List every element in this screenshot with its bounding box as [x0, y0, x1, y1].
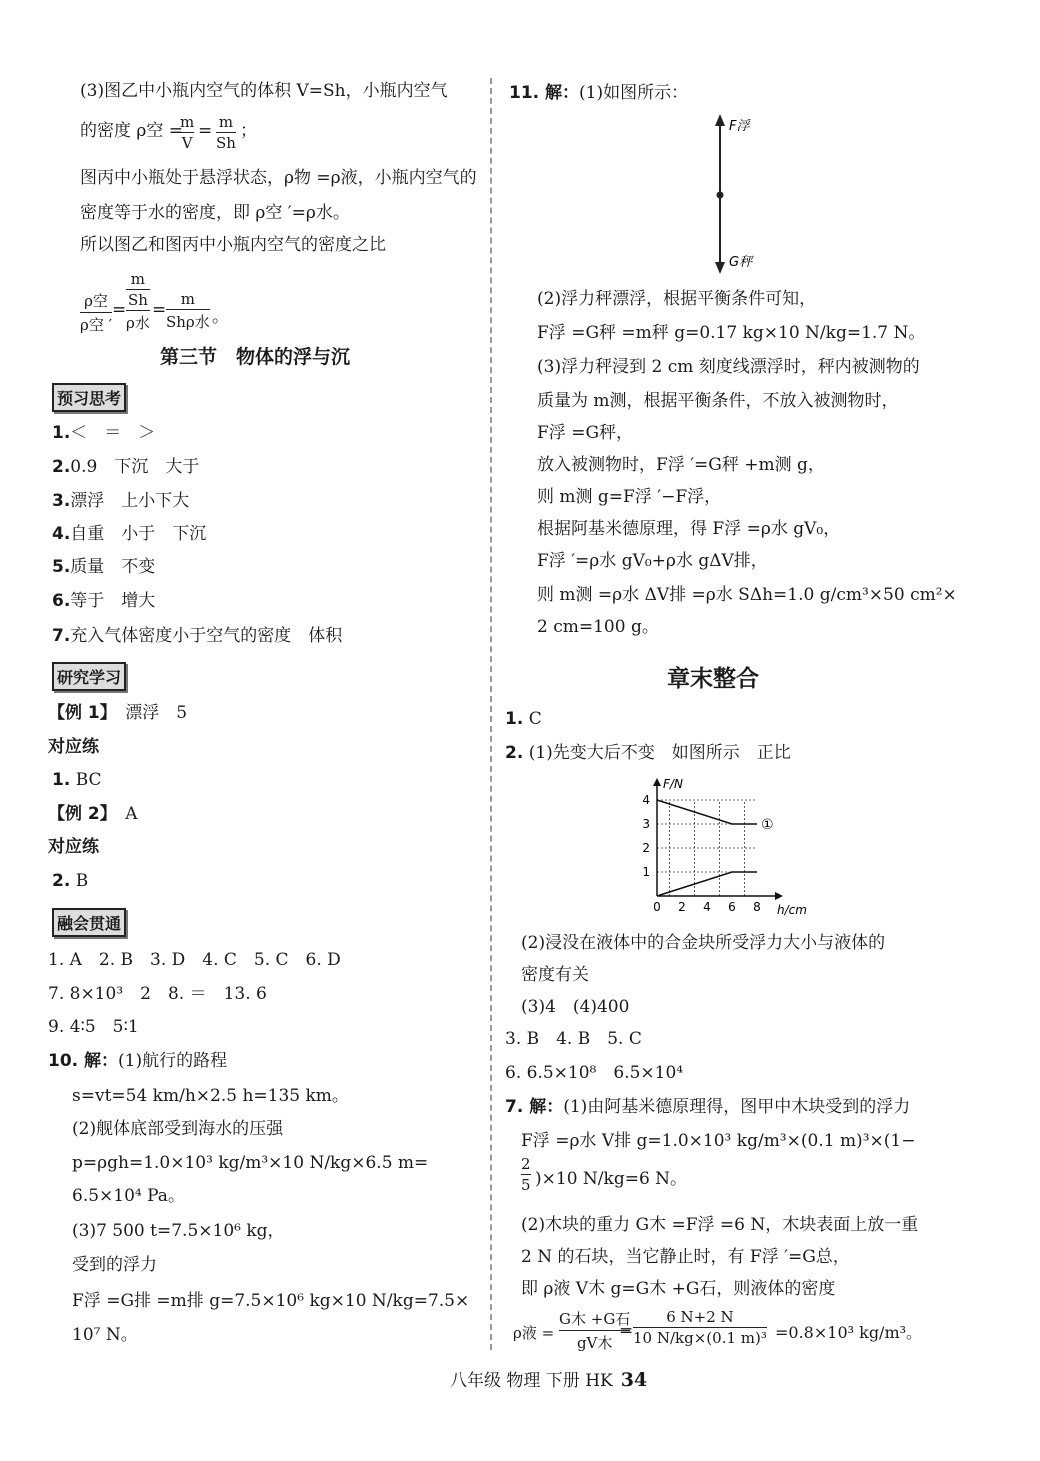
answer-line — [52, 456, 199, 478]
answer-line: 3. B 4. B 5. C — [505, 1029, 642, 1049]
y-tick-label: 2 — [642, 841, 650, 855]
answer: (1)先变大后不变 如图所示 正比 — [528, 743, 791, 763]
answer-line — [52, 556, 155, 578]
item-number: 1. — [505, 709, 524, 729]
numerator: G木 +G石 — [559, 1310, 631, 1328]
text-line: 根据阿基米德原理，得 F浮 =ρ水 gV₀， — [537, 519, 841, 539]
item-number: 2. — [52, 457, 71, 477]
text-line: F浮 =G秤 =m秤 g=0.17 kg×10 N/kg=1.7 N。 — [537, 323, 926, 343]
answer-line — [48, 1050, 227, 1072]
text-line: F浮 =G排 =m排 g=7.5×10⁶ kg×10 N/kg=7.5× — [72, 1291, 470, 1311]
item-number: 2. — [52, 871, 71, 891]
answer-line: 1. A 2. B 3. D 4. C 5. C 6. D — [48, 950, 341, 970]
text-line: 质量为 m测，根据平衡条件，不放入被测物时， — [537, 391, 899, 411]
text-line: 所以图乙和图丙中小瓶内空气的密度之比 — [80, 235, 386, 255]
text-line: (2)浸没在液体中的合金块所受浮力大小与液体的 — [521, 933, 886, 953]
text-line: 则 m测 =ρ水 ΔV排 =ρ水 SΔh=1.0 g/cm³×50 cm²× — [537, 585, 957, 605]
force-down-label: G秤 — [729, 255, 753, 270]
text-line: ρ液 = — [513, 1324, 555, 1342]
answer-line — [48, 803, 138, 825]
denominator: gV木 — [576, 1334, 613, 1352]
text-line: s=vt=54 km/h×2.5 h=135 km。 — [72, 1086, 349, 1106]
denominator: Sh — [216, 134, 236, 152]
item-number: 4. — [52, 524, 71, 544]
chapter-title: 章末整合 — [667, 666, 759, 692]
answer: ＜ ＝ ＞ — [70, 423, 156, 443]
text-line: F浮 =ρ水 V排 g=1.0×10³ kg/m³×(0.1 m)³×(1− — [521, 1131, 916, 1151]
answer-line — [52, 870, 88, 892]
page-footer — [450, 1366, 647, 1391]
question-label: 7. 解： — [505, 1097, 564, 1117]
answer-line — [505, 1096, 910, 1118]
x-tick-label: 8 — [753, 900, 761, 914]
answer-line: 6. 6.5×10⁸ 6.5×10⁴ — [505, 1063, 684, 1083]
text-line: 密度有关 — [521, 965, 589, 985]
text-line: 6.5×10⁴ Pa。 — [72, 1186, 185, 1206]
section-tag-study: 研究学习 — [52, 662, 126, 691]
text-line: (3)4 (4)400 — [521, 997, 630, 1017]
text-line: ； — [240, 121, 257, 141]
text-line: (3)图乙中小瓶内空气的体积 V=Sh，小瓶内空气 — [80, 81, 448, 101]
numerator: m — [180, 113, 195, 131]
chart — [633, 772, 813, 922]
y-axis-label: F/N — [663, 777, 683, 791]
denominator: Shρ水 — [166, 313, 210, 331]
text-line: )×10 N/kg=6 N。 — [535, 1169, 688, 1189]
text-line: 。 — [212, 307, 229, 327]
answer: BC — [75, 770, 102, 790]
x-tick-label: 2 — [678, 900, 686, 914]
text-line: = — [112, 300, 127, 320]
section-tag-preview: 预习思考 — [52, 383, 126, 412]
y-tick-label: 1 — [642, 865, 650, 879]
x-tick-label: 0 — [653, 900, 661, 914]
question-label: 11. 解： — [509, 83, 580, 103]
text: (1)如图所示： — [579, 83, 689, 103]
numerator: m — [180, 290, 195, 308]
text-line: 的密度 ρ空 = — [80, 121, 184, 141]
fraction — [521, 1155, 531, 1194]
item-number: 5. — [52, 557, 71, 577]
x-axis-label: h/cm — [777, 903, 807, 917]
answer-line — [52, 523, 206, 545]
numerator: m — [218, 113, 234, 131]
text-line: (3)7 500 t=7.5×10⁶ kg， — [72, 1221, 285, 1241]
answer-line — [52, 422, 155, 444]
fraction — [180, 113, 194, 152]
denominator: ρ空 ′ — [80, 316, 112, 334]
section-tag-integrate: 融会贯通 — [52, 908, 126, 937]
text-line: (2)木块的重力 G木 =F浮 =6 N，木块表面上放一重 — [521, 1215, 919, 1235]
answer: C — [528, 709, 542, 729]
answer-line — [505, 708, 542, 730]
column-divider — [490, 78, 492, 1350]
y-tick-label: 4 — [642, 793, 650, 807]
denominator: ρ水 — [126, 314, 150, 332]
denominator: 10 N/kg×(0.1 m)³ — [633, 1329, 767, 1347]
item-number: 7. — [52, 626, 71, 646]
example-label: 【例 2】 — [48, 804, 109, 824]
numerator: m — [130, 270, 146, 288]
text-line: F浮 =G秤， — [537, 423, 634, 443]
item-number: 2. — [505, 743, 524, 763]
text-line: 密度等于水的密度，即 ρ空 ′=ρ水。 — [80, 203, 350, 223]
text-line: 则 m测 g=F浮 ′−F浮， — [537, 487, 722, 507]
answer-line: 9. 4∶5 5∶1 — [48, 1017, 139, 1037]
fraction — [126, 270, 150, 333]
series-line-2 — [657, 872, 757, 896]
y-axis-arrow-icon — [653, 778, 661, 786]
fraction — [80, 290, 112, 335]
answer: 充入气体密度小于空气的密度 体积 — [70, 626, 343, 646]
answer-line — [509, 82, 688, 104]
answer: 漂浮 5 — [125, 703, 188, 723]
denominator: 5 — [521, 1176, 531, 1194]
subheading: 对应练 — [48, 837, 99, 857]
text-line: 10⁷ N。 — [72, 1325, 138, 1345]
answer-line — [52, 769, 102, 791]
answer-line — [52, 625, 342, 647]
answer-line — [52, 490, 189, 512]
question-label: 10. 解： — [48, 1051, 119, 1071]
section-title: 第三节 物体的浮与沉 — [160, 346, 351, 368]
fraction — [166, 290, 210, 332]
answer: 质量 不变 — [70, 557, 156, 577]
text-line: = — [198, 121, 213, 141]
numerator: 2 — [521, 1155, 531, 1173]
answer: 自重 小于 下沉 — [70, 524, 207, 544]
denominator: V — [181, 134, 193, 152]
text-line: 2 N 的石块，当它静止时，有 F浮 ′=G总， — [521, 1247, 850, 1267]
answer-line — [52, 590, 155, 612]
answer: A — [125, 804, 138, 824]
answer-line — [48, 702, 187, 724]
force-up-label: F浮 — [729, 119, 750, 134]
page-number: 34 — [620, 1369, 648, 1391]
example-label: 【例 1】 — [48, 703, 109, 723]
fraction — [216, 113, 236, 152]
item-number: 6. — [52, 591, 71, 611]
text-line: =0.8×10³ kg/m³。 — [775, 1323, 923, 1342]
answer: 漂浮 上小下大 — [70, 491, 190, 511]
y-tick-label: 3 — [642, 817, 650, 831]
text-line: F浮 ′=ρ水 gV₀+ρ水 gΔV排， — [537, 551, 768, 571]
x-tick-label: 6 — [728, 900, 736, 914]
force-diagram — [695, 110, 765, 280]
text-line: (3)浮力秤浸到 2 cm 刻度线漂浮时，秤内被测物的 — [537, 357, 920, 377]
denominator: Sh — [127, 291, 148, 309]
text-line: 2 cm=100 g。 — [537, 617, 659, 637]
numerator: 6 N+2 N — [666, 1308, 734, 1326]
item-number: 1. — [52, 770, 71, 790]
text-line: (2)舰体底部受到海水的压强 — [72, 1119, 284, 1139]
text: (1)航行的路程 — [118, 1051, 228, 1071]
x-tick-label: 4 — [703, 900, 711, 914]
numerator: ρ空 — [84, 292, 108, 310]
answer-line: 7. 8×10³ 2 8. ＝ 13. 6 — [48, 984, 267, 1004]
answer: 0.9 下沉 大于 — [70, 457, 200, 477]
text-line: 放入被测物时，F浮 ′=G秤 +m测 g， — [537, 455, 825, 475]
series-label: ① — [761, 817, 774, 833]
item-number: 1. — [52, 423, 71, 443]
item-number: 3. — [52, 491, 71, 511]
text-line: 图丙中小瓶处于悬浮状态，ρ物 =ρ液，小瓶内空气的 — [80, 168, 477, 188]
x-axis-arrow-icon — [775, 892, 783, 900]
fraction — [633, 1308, 767, 1347]
text-line: p=ρgh=1.0×10³ kg/m³×10 N/kg×6.5 m= — [72, 1153, 429, 1173]
subheading: 对应练 — [48, 737, 99, 757]
series-line-1 — [657, 800, 757, 824]
text-line: (2)浮力秤漂浮，根据平衡条件可知， — [537, 289, 817, 309]
text: (1)由阿基米德原理得，图甲中木块受到的浮力 — [563, 1097, 911, 1117]
text-line: = — [619, 1321, 634, 1341]
text-line: = — [152, 300, 167, 320]
text-line: 即 ρ液 V木 g=G木 +G石，则液体的密度 — [521, 1279, 836, 1299]
footer-text: 八年级 物理 下册 HK — [450, 1371, 613, 1391]
arrow-down-icon — [715, 262, 725, 274]
answer-line — [505, 742, 791, 764]
text-line: 受到的浮力 — [72, 1255, 157, 1275]
answer: 等于 增大 — [70, 591, 156, 611]
arrow-up-icon — [715, 114, 725, 126]
center-point — [717, 192, 724, 199]
answer: B — [75, 871, 89, 891]
